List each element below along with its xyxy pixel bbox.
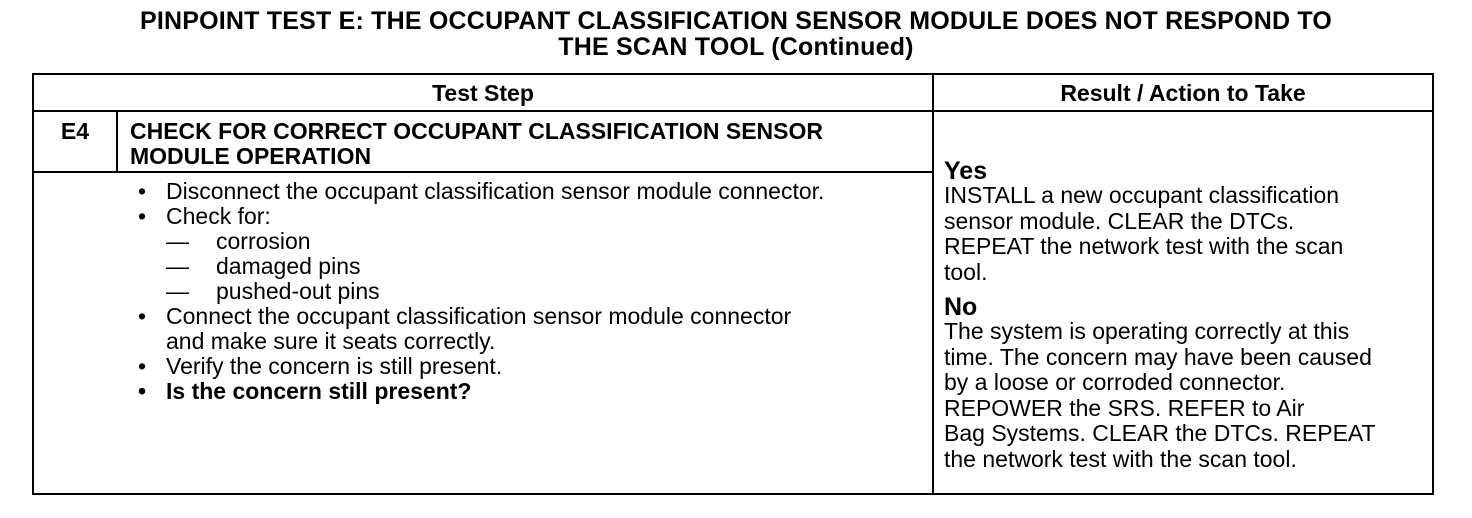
result-yes-label: Yes <box>944 157 988 185</box>
result-action-cell <box>944 159 1428 472</box>
bullet-icon: • <box>137 378 147 404</box>
result-yes-text: INSTALL a new occupant classification sensor module. CLEAR the DTCs. REPEAT the network test with the scan tool. <box>944 182 1344 285</box>
sub-list-item <box>130 279 930 304</box>
list-item-continuation <box>130 329 930 354</box>
header-result-action: Result / Action to Take <box>1060 80 1306 106</box>
sub-list-item-text: damaged pins <box>216 253 361 279</box>
header-test-step: Test Step <box>432 80 534 106</box>
page-title-line-2: THE SCAN TOOL (Continued) <box>558 33 914 61</box>
sub-list-item-text: corrosion <box>216 228 311 254</box>
bullet-icon: • <box>137 303 147 329</box>
list-item <box>130 179 930 204</box>
list-item-text: Verify the concern is still present. <box>166 353 503 379</box>
step-title-divider <box>34 171 932 173</box>
column-divider-step-id <box>116 111 118 172</box>
bullet-icon: • <box>137 178 147 204</box>
list-item-text: Check for: <box>166 203 271 229</box>
bullet-icon: • <box>137 353 147 379</box>
list-item <box>130 304 930 329</box>
list-item <box>130 354 930 379</box>
step-title <box>130 119 920 169</box>
list-item-question <box>130 379 930 404</box>
page-title-line-1: PINPOINT TEST E: THE OCCUPANT CLASSIFICATION SENSOR MODULE DOES NOT RESPOND TO <box>139 7 1333 35</box>
result-no-text: The system is operating correctly at this time. The concern may have been caused by a loose or corroded connector. REPOWER the SRS. REFER to Air Bag Systems. CLEAR the DTCs. REPEAT the network test with the scan tool. <box>944 318 1376 472</box>
list-item-text: Disconnect the occupant classification sensor module connector. <box>166 178 825 204</box>
list-item <box>130 204 930 229</box>
sub-list-item <box>130 229 930 254</box>
sub-list-item-text: pushed-out pins <box>216 278 380 304</box>
step-title-line-2: MODULE OPERATION <box>130 143 372 169</box>
column-divider-result <box>932 75 934 493</box>
step-title-line-1: CHECK FOR CORRECT OCCUPANT CLASSIFICATION SENSOR <box>130 118 823 144</box>
step-id: E4 <box>60 118 90 144</box>
dash-icon: — <box>166 278 189 304</box>
result-no-label: No <box>944 293 978 321</box>
sub-list-item <box>130 254 930 279</box>
step-instructions <box>130 179 930 404</box>
dash-icon: — <box>166 253 189 279</box>
pinpoint-test-table <box>32 73 1434 495</box>
bullet-icon: • <box>137 203 147 229</box>
list-item-text: Connect the occupant classification sensor module connector <box>166 303 792 329</box>
page-title <box>0 8 1472 60</box>
dash-icon: — <box>166 228 189 254</box>
list-item-text: Is the concern still present? <box>166 378 472 404</box>
list-item-text: and make sure it seats correctly. <box>166 328 496 354</box>
